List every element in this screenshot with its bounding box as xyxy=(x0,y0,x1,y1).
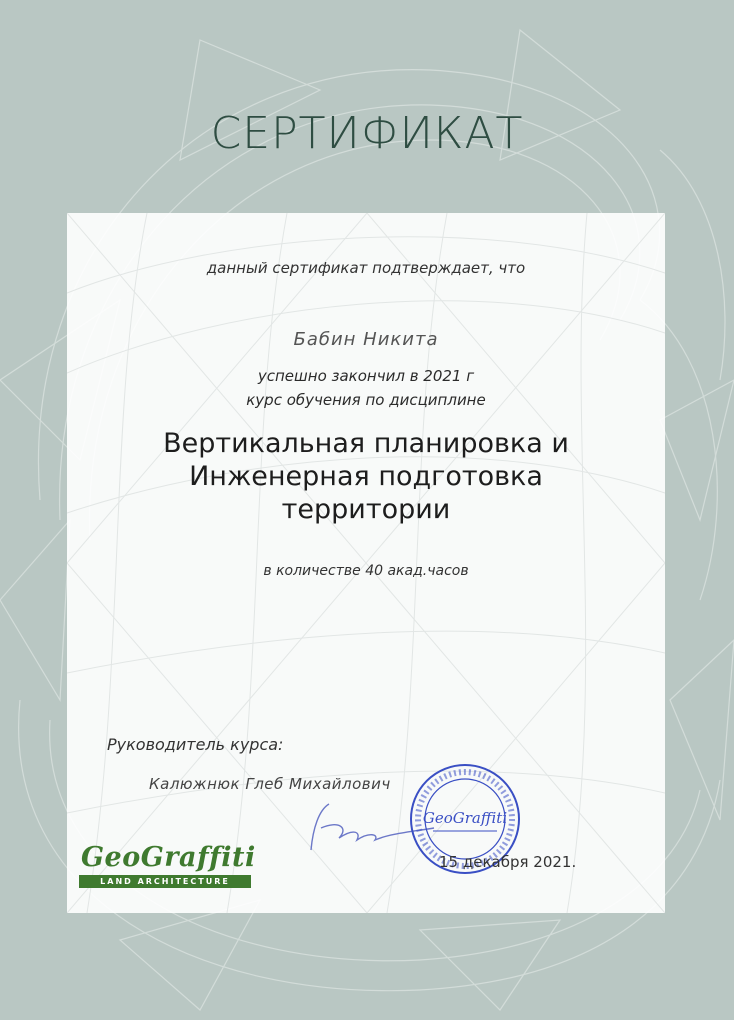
course-leader-name: Калюжнюк Глеб Михайлович xyxy=(149,775,391,793)
hours-text: в количестве 40 акад.часов xyxy=(263,563,469,579)
course-intro-text: курс обучения по дисциплине xyxy=(246,391,486,409)
intro-text: данный сертификат подтверждает, что xyxy=(206,259,526,277)
certificate-title: СЕРТИФИКАТ xyxy=(210,108,524,159)
stamp-text: GeoGraffiti xyxy=(422,809,508,827)
company-logo xyxy=(79,842,256,888)
course-leader-label: Руководитель курса: xyxy=(107,735,284,754)
completion-text: успешно закончил в 2021 г xyxy=(257,367,475,385)
issue-date: 15 декабря 2021. xyxy=(439,853,577,871)
logo-tagline: LAND ARCHITECTURE xyxy=(79,875,251,888)
logo-name: GeoGraffiti xyxy=(81,842,256,873)
recipient-name: Бабин Никита xyxy=(293,329,439,350)
course-title: Вертикальная планировка и Инженерная подготовка территории xyxy=(163,428,569,525)
certificate-card xyxy=(67,213,665,913)
